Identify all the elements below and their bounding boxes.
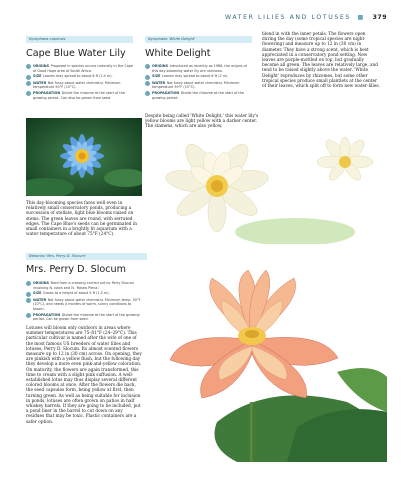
water-icon [26,298,31,303]
white-delight-info [145,64,253,102]
origins-icon [26,281,31,286]
perry-info [26,281,142,323]
cape-blue-info-propagation: PROPAGATION Divide the rhizome at the start of the growing period. Can also be grown from seed. [26,91,136,100]
perry-photo [147,252,387,462]
running-title: WATER LILIES AND LOTUSES [224,14,351,21]
white-delight-info-origins: ORIGINS Introduced as recently as 1986, the origins of this day-blooming water lily are unknown. [145,64,253,73]
perry-body: Lotuses will bloom only outdoors in areas where summer temperatures are 75–81°F (24–29°C). This particular cultivar is named after the wife of one of the most famous US breeders of water lilies and lotuses, Perry D. Slocum. Its almost scented flowers measure up to 12 in (30 cm) across. On opening, they are pinkish with a yellow flush, but the following day they develop a more even pink-and-yellow coloration. On maturity, the flowers are again transformed, this time to cream with a slight pink suffusion. A well-established lotus may thus display several different colored blooms at once. After the flowers die back, the seed capsules form, being yellow at first, then turning green. As well as being suitable for inclusion in ponds, lotuses are often grown on patios in half whiskey barrels. If they are going to be included, put a pond liner in the barrel to cut down on any residues that may be toxic. Plastic containers are a safer option. [26,326,142,425]
white-delight-latin-tag [145,36,252,43]
propagation-icon [26,91,31,96]
cape-blue-photo [26,118,142,196]
propagation-icon [26,313,31,318]
cape-blue-info [26,64,136,102]
perry-info-propagation: PROPAGATION Divide the rhizome at the start of the growing period. Can be grown from seed. [26,313,142,322]
cape-blue-info-origins: ORIGINS Proposed in species occurs naturally in the Cape of Good Hope area of South Africa. [26,64,136,73]
white-delight-body-top: blend in with the inner petals. The flowers open during the day (some tropical species are night-flowering) and measure up to 12 in (30 cm) in diameter. They have a strong scent, which is best appreciated in a conservatory pond setting. New leaves are purple-mottled on top, but gradually become all green. The leaves are relatively large, and tend to be raised slightly above the water. 'White Delight' reproduces by rhizomes, but some other tropical species produce small plantlets at the center of their leaves, which split off to form new water-lilies. [262,32,380,90]
cape-blue-info-size: SIZE Leaves may spread to about 8 ft (2.4 m). [26,74,136,79]
cape-blue-body: This day-blooming species fares well even in relatively small conservatory ponds, producing a succession of stellate, light blue blooms raised on stems. The green leaves are round, with serrated edges. The Cape Blue's seeds can be germinated in small containers in a brightly lit aquarium with a water temperature of about 75°F (24°C). [26,201,137,238]
water-icon [145,81,150,86]
size-icon [145,75,150,80]
cape-blue-info-water: WATER Not fussy about water chemistry. Minimum temperature 50°F (10°C). [26,81,136,90]
perry-info-water: WATER Not fussy about water chemistry. Minimum temp. 50°F (10°C), and needs 4 months of warm, sunny conditions to bloom. [26,298,142,312]
size-icon [26,292,31,297]
page-number: 379 [372,14,387,21]
perry-latin-text: Nelumbo 'Mrs. Perry D. Slocum' [29,254,86,259]
white-delight-info-size: SIZE Leaves may spread to about 6 ft (2 m). [145,74,253,79]
cape-blue-title: Cape Blue Water Lily [26,48,126,59]
running-header [225,14,387,21]
perry-info-size: SIZE Grows to a height of about 5 ft (1.5 m). [26,291,142,296]
white-delight-body-left: Despite being called 'White Delight,' this water lily's yellow blooms are light yellow with a darker center. The stamens, which are also yellow, [145,114,259,130]
origins-icon [26,64,31,69]
origins-icon [145,64,150,69]
perry-title: Mrs. Perry D. Slocum [26,264,126,275]
white-delight-info-propagation: PROPAGATION Divide the rhizome at the start of the growing period. [145,91,253,100]
white-delight-title: White Delight [145,48,211,59]
cape-blue-latin-tag [26,36,133,43]
white-delight-photo [145,122,385,244]
propagation-icon [145,91,150,96]
header-bullet: ■ [357,14,365,21]
water-icon [26,81,31,86]
size-icon [26,75,31,80]
perry-latin-tag [26,253,150,260]
cape-blue-latin-text: Nymphaea capensis [29,37,66,42]
white-delight-info-water: WATER Not fussy about water chemistry. Minimum temperature 59°F (15°C). [145,81,253,90]
perry-info-origins: ORIGINS Bred from a crossing carried out by Perry Slocum involving N. lutea and N. 'Rosea Plena.' [26,281,142,290]
white-delight-latin-text: Nymphaea 'White Delight' [148,37,196,42]
